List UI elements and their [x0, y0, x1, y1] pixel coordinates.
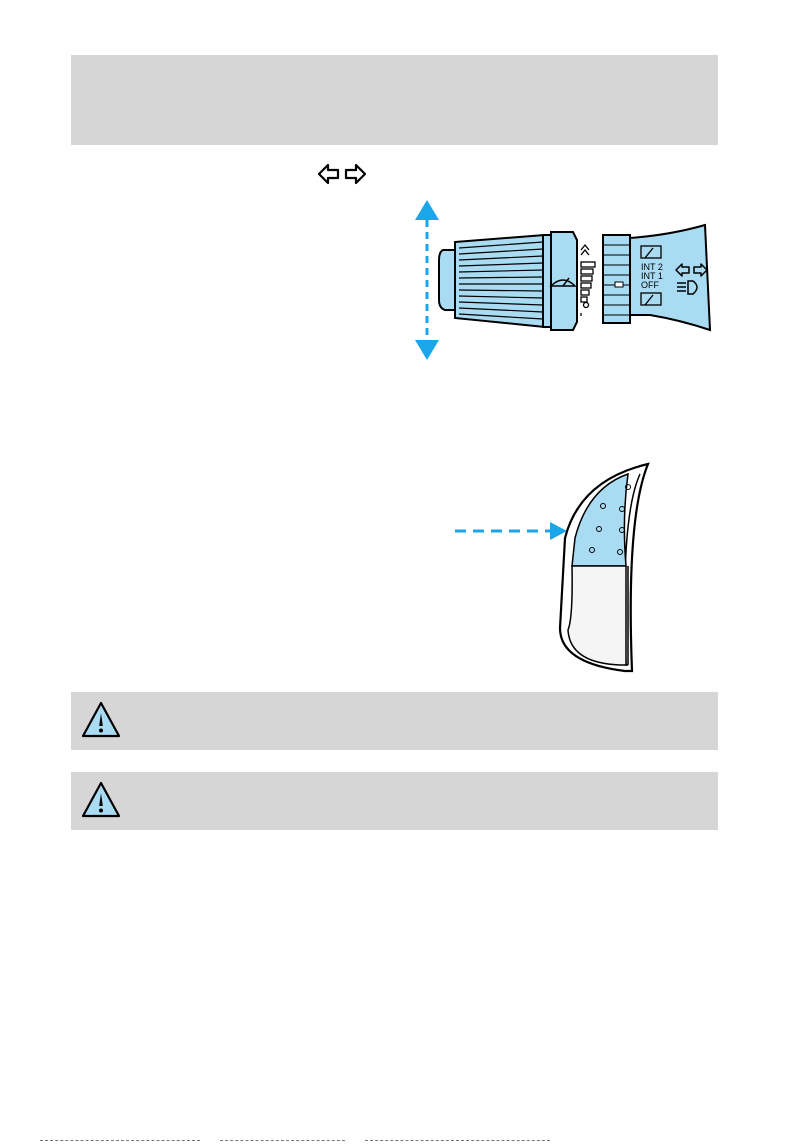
stalk-label-off: OFF — [641, 280, 659, 290]
warning-band-2 — [71, 772, 718, 830]
push-direction-arrow — [455, 522, 567, 540]
rotate-direction-arrow — [415, 200, 439, 360]
turn-signal-arrows-icon — [318, 163, 366, 185]
warning-band-1 — [71, 692, 718, 750]
warning-triangle-icon — [81, 780, 121, 820]
footer-rule — [365, 1140, 550, 1141]
footer-rule — [40, 1140, 200, 1141]
footer-rule — [220, 1140, 345, 1141]
washer-pad-illustration — [450, 458, 660, 673]
header-band — [71, 55, 718, 145]
wiper-stalk-illustration — [405, 190, 715, 365]
stalk-label-int1: INT 1 — [641, 271, 663, 281]
stalk-label-int2: INT 2 — [641, 262, 663, 272]
warning-triangle-icon — [81, 700, 121, 740]
